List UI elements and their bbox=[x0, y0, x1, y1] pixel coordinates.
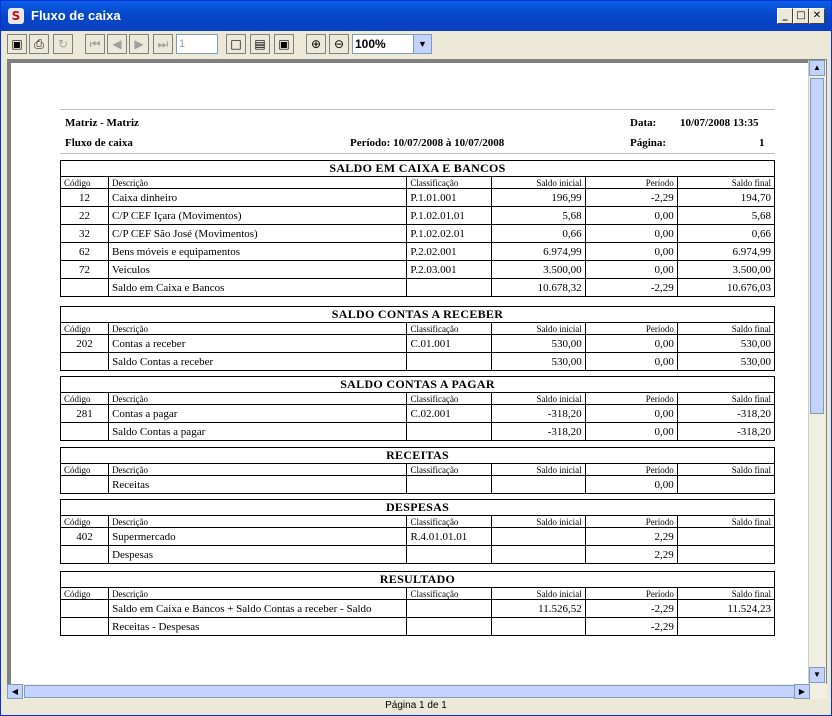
table-row bbox=[61, 207, 775, 225]
cell-classificacao bbox=[407, 423, 491, 441]
table-row bbox=[61, 405, 775, 423]
page-label: Página: bbox=[630, 137, 667, 149]
column-header-codigo: Código bbox=[61, 393, 109, 405]
cell-saldo-final: 3.500,00 bbox=[677, 261, 774, 279]
cell-descricao: C/P CEF Içara (Movimentos) bbox=[109, 207, 407, 225]
date-value: 10/07/2008 13:35 bbox=[680, 117, 759, 129]
cell-saldo-inicial: 6.974,99 bbox=[491, 243, 585, 261]
toolbar bbox=[3, 32, 829, 57]
column-header-codigo: Código bbox=[61, 177, 109, 189]
column-header-saldo-inicial: Saldo inicial bbox=[491, 516, 585, 528]
cell-saldo-final: -318,20 bbox=[677, 405, 774, 423]
cell-descricao: Saldo em Caixa e Bancos + Saldo Contas a receber - Saldo bbox=[109, 600, 407, 618]
report-section-table bbox=[60, 376, 775, 441]
column-header-descricao: Descrição bbox=[109, 323, 407, 335]
date-label: Data: bbox=[630, 117, 657, 129]
column-header-descricao: Descrição bbox=[109, 464, 407, 476]
column-header-descricao: Descrição bbox=[109, 588, 407, 600]
column-header-saldo-final: Saldo final bbox=[677, 177, 774, 189]
column-header-codigo: Código bbox=[61, 323, 109, 335]
cell-saldo-inicial: 5,68 bbox=[491, 207, 585, 225]
table-row bbox=[61, 618, 775, 636]
previous-page-icon[interactable]: ◀ bbox=[107, 34, 127, 54]
column-header-periodo: Período bbox=[585, 393, 677, 405]
vertical-scroll-thumb[interactable] bbox=[810, 78, 824, 414]
cell-saldo-final: 5,68 bbox=[677, 207, 774, 225]
column-header-periodo: Período bbox=[585, 464, 677, 476]
horizontal-scrollbar[interactable] bbox=[7, 684, 827, 699]
cell-periodo: 0,00 bbox=[585, 353, 677, 371]
maximize-button[interactable]: □ bbox=[793, 8, 809, 24]
cell-saldo-inicial: 10.678,32 bbox=[491, 279, 585, 297]
cell-descricao: Supermercado bbox=[109, 528, 407, 546]
section-title: SALDO CONTAS A PAGAR bbox=[61, 377, 775, 393]
cell-descricao: C/P CEF São José (Movimentos) bbox=[109, 225, 407, 243]
table-row bbox=[61, 600, 775, 618]
cell-saldo-inicial bbox=[491, 528, 585, 546]
column-header-classificacao: Classificação bbox=[407, 464, 491, 476]
scroll-up-icon[interactable]: ▲ bbox=[809, 60, 825, 76]
cell-classificacao: R.4.01.01.01 bbox=[407, 528, 491, 546]
print-icon[interactable]: ⎙ bbox=[29, 34, 49, 54]
cell-descricao: Saldo Contas a pagar bbox=[109, 423, 407, 441]
cell-codigo: 402 bbox=[61, 528, 109, 546]
column-header-codigo: Código bbox=[61, 464, 109, 476]
scroll-down-icon[interactable]: ▼ bbox=[809, 667, 825, 683]
zoom-in-icon[interactable]: ⊕ bbox=[306, 34, 326, 54]
cell-classificacao: P.1.02.02.01 bbox=[407, 225, 491, 243]
cell-saldo-inicial bbox=[491, 476, 585, 494]
cell-descricao: Veiculos bbox=[109, 261, 407, 279]
cell-descricao: Contas a receber bbox=[109, 335, 407, 353]
cell-saldo-final: -318,20 bbox=[677, 423, 774, 441]
fit-page-icon[interactable]: ▣ bbox=[274, 34, 294, 54]
cell-codigo: 202 bbox=[61, 335, 109, 353]
cell-classificacao bbox=[407, 600, 491, 618]
cell-descricao: Despesas bbox=[109, 546, 407, 564]
cell-codigo bbox=[61, 600, 109, 618]
cell-saldo-inicial bbox=[491, 546, 585, 564]
cell-saldo-inicial: -318,20 bbox=[491, 423, 585, 441]
cell-descricao: Caixa dinheiro bbox=[109, 189, 407, 207]
refresh-icon[interactable]: ↻ bbox=[53, 34, 73, 54]
cell-codigo: 12 bbox=[61, 189, 109, 207]
cell-saldo-inicial: 11.526,52 bbox=[491, 600, 585, 618]
scroll-right-icon[interactable]: ▶ bbox=[794, 684, 810, 699]
column-header-saldo-inicial: Saldo inicial bbox=[491, 323, 585, 335]
scroll-left-icon[interactable]: ◀ bbox=[7, 684, 23, 699]
cell-classificacao bbox=[407, 546, 491, 564]
column-header-saldo-inicial: Saldo inicial bbox=[491, 464, 585, 476]
cell-classificacao bbox=[407, 618, 491, 636]
report-section-table bbox=[60, 160, 775, 297]
app-icon[interactable]: S bbox=[8, 8, 24, 24]
cell-classificacao: P.2.02.001 bbox=[407, 243, 491, 261]
next-page-icon[interactable]: ▶ bbox=[129, 34, 149, 54]
cell-codigo bbox=[61, 279, 109, 297]
cell-classificacao bbox=[407, 353, 491, 371]
column-header-saldo-inicial: Saldo inicial bbox=[491, 177, 585, 189]
table-row bbox=[61, 546, 775, 564]
cell-codigo bbox=[61, 476, 109, 494]
vertical-scrollbar[interactable] bbox=[808, 60, 826, 684]
column-header-codigo: Código bbox=[61, 588, 109, 600]
column-header-descricao: Descrição bbox=[109, 393, 407, 405]
report-section-table bbox=[60, 571, 775, 636]
window-title: Fluxo de caixa bbox=[31, 8, 121, 23]
column-header-saldo-inicial: Saldo inicial bbox=[491, 393, 585, 405]
section-title: DESPESAS bbox=[61, 500, 775, 516]
cell-periodo: 0,00 bbox=[585, 243, 677, 261]
zoom-out-icon[interactable]: ⊖ bbox=[329, 34, 349, 54]
single-page-icon[interactable]: □ bbox=[226, 34, 246, 54]
section-title: SALDO CONTAS A RECEBER bbox=[61, 307, 775, 323]
cell-codigo: 32 bbox=[61, 225, 109, 243]
cell-periodo: 0,00 bbox=[585, 423, 677, 441]
cell-descricao: Contas a pagar bbox=[109, 405, 407, 423]
cell-saldo-inicial: -318,20 bbox=[491, 405, 585, 423]
status-bar: Página 1 de 1 bbox=[385, 700, 447, 711]
table-row bbox=[61, 225, 775, 243]
report-page bbox=[11, 63, 808, 685]
cell-classificacao: P.1.01.001 bbox=[407, 189, 491, 207]
header-bottom-rule bbox=[60, 153, 775, 154]
cell-classificacao: P.2.03.001 bbox=[407, 261, 491, 279]
cell-saldo-final: 10.676,03 bbox=[677, 279, 774, 297]
cell-saldo-final: 0,66 bbox=[677, 225, 774, 243]
column-header-saldo-final: Saldo final bbox=[677, 516, 774, 528]
zoom-select[interactable] bbox=[352, 34, 432, 54]
table-row bbox=[61, 279, 775, 297]
cell-codigo bbox=[61, 353, 109, 371]
cell-saldo-inicial: 530,00 bbox=[491, 353, 585, 371]
cell-descricao: Saldo em Caixa e Bancos bbox=[109, 279, 407, 297]
cell-saldo-final bbox=[677, 546, 774, 564]
cell-saldo-final bbox=[677, 618, 774, 636]
cell-codigo: 72 bbox=[61, 261, 109, 279]
column-header-saldo-final: Saldo final bbox=[677, 323, 774, 335]
column-header-classificacao: Classificação bbox=[407, 177, 491, 189]
cell-saldo-final: 6.974,99 bbox=[677, 243, 774, 261]
cell-periodo: 0,00 bbox=[585, 207, 677, 225]
cell-periodo: -2,29 bbox=[585, 279, 677, 297]
column-header-periodo: Período bbox=[585, 516, 677, 528]
cell-periodo: 0,00 bbox=[585, 261, 677, 279]
column-header-periodo: Período bbox=[585, 323, 677, 335]
column-header-periodo: Período bbox=[585, 177, 677, 189]
cell-codigo: 22 bbox=[61, 207, 109, 225]
column-header-descricao: Descrição bbox=[109, 177, 407, 189]
first-page-icon[interactable]: ⏮ bbox=[85, 34, 105, 54]
cell-saldo-inicial bbox=[491, 618, 585, 636]
cell-descricao: Bens móveis e equipamentos bbox=[109, 243, 407, 261]
cell-saldo-inicial: 0,66 bbox=[491, 225, 585, 243]
column-header-saldo-final: Saldo final bbox=[677, 588, 774, 600]
column-header-saldo-final: Saldo final bbox=[677, 464, 774, 476]
cell-saldo-final: 11.524,23 bbox=[677, 600, 774, 618]
cell-periodo: 0,00 bbox=[585, 335, 677, 353]
period-text: Período: 10/07/2008 à 10/07/2008 bbox=[350, 137, 505, 149]
section-title: RECEITAS bbox=[61, 448, 775, 464]
cell-periodo: -2,29 bbox=[585, 189, 677, 207]
chevron-down-icon[interactable]: ▼ bbox=[413, 35, 431, 53]
report-section-table bbox=[60, 447, 775, 494]
cell-codigo bbox=[61, 423, 109, 441]
zoom-value: 100% bbox=[355, 37, 386, 51]
cell-descricao: Receitas - Despesas bbox=[109, 618, 407, 636]
column-header-classificacao: Classificação bbox=[407, 393, 491, 405]
header-top-rule bbox=[60, 109, 775, 110]
cell-saldo-inicial: 3.500,00 bbox=[491, 261, 585, 279]
minimize-button[interactable]: _ bbox=[777, 8, 793, 24]
horizontal-scroll-thumb[interactable] bbox=[24, 685, 800, 698]
cell-classificacao: P.1.02.01.01 bbox=[407, 207, 491, 225]
report-section-table bbox=[60, 306, 775, 371]
cell-codigo: 62 bbox=[61, 243, 109, 261]
column-header-classificacao: Classificação bbox=[407, 516, 491, 528]
table-row bbox=[61, 528, 775, 546]
save-icon[interactable]: ▣ bbox=[7, 34, 27, 54]
cell-periodo: -2,29 bbox=[585, 618, 677, 636]
report-section-table bbox=[60, 499, 775, 564]
page-number-input[interactable]: 1 bbox=[176, 34, 218, 54]
column-header-codigo: Código bbox=[61, 516, 109, 528]
cell-saldo-inicial: 530,00 bbox=[491, 335, 585, 353]
column-header-descricao: Descrição bbox=[109, 516, 407, 528]
cell-codigo bbox=[61, 546, 109, 564]
cell-codigo bbox=[61, 618, 109, 636]
close-button[interactable]: ✕ bbox=[809, 8, 825, 24]
cell-classificacao: C.02.001 bbox=[407, 405, 491, 423]
cell-periodo: 0,00 bbox=[585, 476, 677, 494]
cell-periodo: 0,00 bbox=[585, 225, 677, 243]
company-name: Matriz - Matriz bbox=[65, 117, 139, 129]
title-bar[interactable] bbox=[1, 1, 831, 31]
column-header-saldo-inicial: Saldo inicial bbox=[491, 588, 585, 600]
cell-saldo-final bbox=[677, 528, 774, 546]
cell-classificacao bbox=[407, 476, 491, 494]
report-viewer[interactable] bbox=[7, 59, 827, 685]
table-row bbox=[61, 243, 775, 261]
cell-periodo: 0,00 bbox=[585, 405, 677, 423]
column-header-classificacao: Classificação bbox=[407, 588, 491, 600]
table-row bbox=[61, 353, 775, 371]
table-row bbox=[61, 476, 775, 494]
cell-descricao: Receitas bbox=[109, 476, 407, 494]
cell-periodo: 2,29 bbox=[585, 546, 677, 564]
table-row bbox=[61, 261, 775, 279]
cell-classificacao bbox=[407, 279, 491, 297]
cell-saldo-inicial: 196,99 bbox=[491, 189, 585, 207]
cell-periodo: -2,29 bbox=[585, 600, 677, 618]
column-header-classificacao: Classificação bbox=[407, 323, 491, 335]
table-row bbox=[61, 189, 775, 207]
column-header-periodo: Período bbox=[585, 588, 677, 600]
report-name: Fluxo de caixa bbox=[65, 137, 133, 149]
page-value: 1 bbox=[759, 137, 765, 149]
page-width-icon[interactable]: ▤ bbox=[250, 34, 270, 54]
cell-descricao: Saldo Contas a receber bbox=[109, 353, 407, 371]
cell-classificacao: C.01.001 bbox=[407, 335, 491, 353]
table-row bbox=[61, 423, 775, 441]
cell-saldo-final: 194,70 bbox=[677, 189, 774, 207]
cell-saldo-final: 530,00 bbox=[677, 353, 774, 371]
section-title: RESULTADO bbox=[61, 572, 775, 588]
section-title: SALDO EM CAIXA E BANCOS bbox=[61, 161, 775, 177]
cell-codigo: 281 bbox=[61, 405, 109, 423]
cell-saldo-final bbox=[677, 476, 774, 494]
last-page-icon[interactable]: ⏭ bbox=[153, 34, 173, 54]
table-row bbox=[61, 335, 775, 353]
cell-saldo-final: 530,00 bbox=[677, 335, 774, 353]
cell-periodo: 2,29 bbox=[585, 528, 677, 546]
column-header-saldo-final: Saldo final bbox=[677, 393, 774, 405]
